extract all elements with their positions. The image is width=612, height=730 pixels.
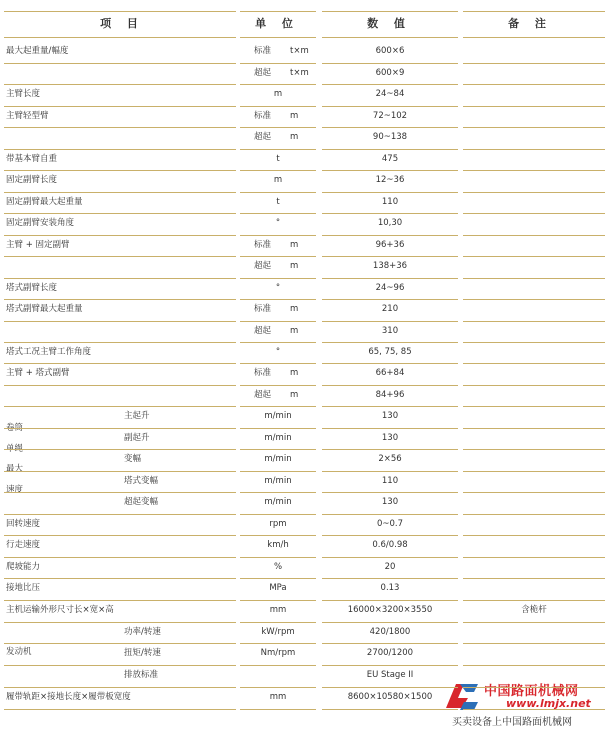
winch-label-2: 单绳 (6, 444, 24, 454)
row-item: 固定副臂安装角度 (6, 218, 75, 228)
row-unit: m (290, 368, 299, 378)
row-divider (463, 11, 605, 12)
row-mode: 标准 (254, 304, 272, 314)
row-divider (463, 278, 605, 279)
row-divider (4, 106, 236, 107)
row-subitem: 塔式变幅 (124, 476, 159, 486)
row-value: 110 (381, 197, 399, 207)
row-divider (463, 622, 605, 623)
row-divider (240, 600, 316, 601)
row-mode: 标准 (254, 111, 272, 121)
row-value: 475 (381, 154, 399, 164)
row-unit: t×m (290, 46, 309, 56)
header-item: 项 目 (100, 17, 144, 30)
row-divider (322, 557, 458, 558)
row-divider (463, 600, 605, 601)
row-divider (463, 578, 605, 579)
row-unit: kW/rpm (261, 627, 295, 637)
winch-label-4: 速度 (6, 485, 24, 495)
row-value: 310 (381, 326, 399, 336)
row-item: 主机运输外形尺寸长×宽×高 (6, 605, 114, 615)
row-divider (463, 170, 605, 171)
watermark-url: www.lmjx.net (506, 697, 591, 710)
row-divider (322, 192, 458, 193)
row-divider (463, 235, 605, 236)
row-divider (4, 643, 236, 644)
row-value: 0~0.7 (376, 519, 404, 529)
row-divider (463, 149, 605, 150)
row-item: 最大起重量/幅度 (6, 46, 69, 56)
row-divider (240, 471, 316, 472)
row-value: 20 (384, 562, 396, 572)
row-item: 塔式副臂长度 (6, 283, 58, 293)
row-unit: t (276, 197, 280, 207)
row-divider (4, 492, 236, 493)
row-value: 24~96 (375, 283, 405, 293)
row-mode: 超起 (254, 132, 272, 142)
row-divider (4, 170, 236, 171)
row-divider (463, 363, 605, 364)
row-divider (4, 622, 236, 623)
row-divider (322, 170, 458, 171)
row-divider (4, 665, 236, 666)
row-subitem: 功率/转速 (124, 627, 161, 637)
row-divider (463, 709, 605, 710)
row-divider (463, 299, 605, 300)
row-subitem: 副起升 (124, 433, 150, 443)
row-divider (240, 492, 316, 493)
row-divider (322, 643, 458, 644)
row-divider (240, 170, 316, 171)
row-divider (463, 84, 605, 85)
row-divider (322, 278, 458, 279)
row-divider (240, 687, 316, 688)
row-divider (463, 687, 605, 688)
row-subitem: 主起升 (124, 411, 150, 421)
row-value: 0.6/0.98 (372, 540, 408, 550)
row-divider (322, 299, 458, 300)
row-divider (240, 37, 316, 38)
row-divider (240, 106, 316, 107)
row-item: 爬坡能力 (6, 562, 41, 572)
row-divider (463, 106, 605, 107)
row-divider (463, 449, 605, 450)
row-unit: mm (269, 692, 287, 702)
row-divider (322, 578, 458, 579)
row-divider (240, 299, 316, 300)
row-divider (463, 37, 605, 38)
row-unit: rpm (269, 519, 287, 529)
row-item: 固定副臂最大起重量 (6, 197, 83, 207)
row-divider (240, 127, 316, 128)
row-value: 130 (381, 411, 399, 421)
row-item: 塔式工况主臂工作角度 (6, 347, 92, 357)
row-value: 600×6 (375, 46, 405, 56)
row-divider (322, 11, 458, 12)
winch-label-3: 最大 (6, 464, 24, 474)
row-divider (463, 428, 605, 429)
row-divider (4, 127, 236, 128)
row-value: 72~102 (372, 111, 408, 121)
row-item: 接地比压 (6, 583, 41, 593)
row-unit: m (290, 111, 299, 121)
row-value: 130 (381, 433, 399, 443)
row-unit: m (290, 390, 299, 400)
row-divider (322, 687, 458, 688)
row-divider (240, 622, 316, 623)
row-divider (322, 406, 458, 407)
row-divider (322, 342, 458, 343)
row-value: 210 (381, 304, 399, 314)
row-value: 2700/1200 (366, 648, 414, 658)
row-unit: m/min (264, 433, 292, 443)
row-unit: m (290, 132, 299, 142)
row-divider (4, 449, 236, 450)
row-divider (322, 149, 458, 150)
row-unit: t (276, 154, 280, 164)
row-item: 塔式副臂最大起重量 (6, 304, 83, 314)
row-subitem: 排放标准 (124, 670, 159, 680)
row-item: 主臂 + 固定副臂 (6, 240, 70, 250)
row-divider (463, 213, 605, 214)
row-mode: 超起 (254, 68, 272, 78)
row-item: 履带轨距×接地长度×履带板宽度 (6, 692, 131, 702)
row-divider (240, 406, 316, 407)
row-divider (463, 492, 605, 493)
row-divider (463, 557, 605, 558)
row-divider (240, 213, 316, 214)
row-item: 固定副臂长度 (6, 175, 58, 185)
row-unit: m (273, 175, 283, 185)
row-divider (240, 342, 316, 343)
row-divider (4, 149, 236, 150)
engine-label: 发动机 (6, 647, 32, 657)
row-divider (4, 278, 236, 279)
row-value: 2×56 (378, 454, 402, 464)
row-divider (463, 321, 605, 322)
row-divider (240, 149, 316, 150)
row-unit: MPa (269, 583, 287, 593)
row-divider (4, 385, 236, 386)
row-divider (322, 37, 458, 38)
row-unit: m (290, 304, 299, 314)
row-unit: m/min (264, 497, 292, 507)
row-divider (463, 665, 605, 666)
row-unit: m (290, 261, 299, 271)
header-value: 数 值 (367, 17, 411, 30)
row-divider (4, 406, 236, 407)
row-value: 16000×3200×3550 (347, 605, 433, 615)
row-item: 带基本臂自重 (6, 154, 58, 164)
row-divider (4, 600, 236, 601)
row-mode: 标准 (254, 368, 272, 378)
row-divider (322, 235, 458, 236)
row-divider (463, 535, 605, 536)
row-divider (463, 643, 605, 644)
row-value: 90~138 (372, 132, 408, 142)
row-divider (4, 37, 236, 38)
row-divider (4, 11, 236, 12)
row-divider (240, 643, 316, 644)
row-value: 66+84 (375, 368, 405, 378)
row-item: 回转速度 (6, 519, 41, 529)
row-divider (4, 342, 236, 343)
row-divider (240, 11, 316, 12)
row-divider (322, 449, 458, 450)
row-value: EU Stage II (366, 670, 414, 680)
row-divider (240, 235, 316, 236)
row-divider (322, 256, 458, 257)
row-divider (322, 127, 458, 128)
row-divider (4, 256, 236, 257)
row-unit: Nm/rpm (260, 648, 296, 658)
row-unit: km/h (267, 540, 289, 550)
row-unit: m (273, 89, 283, 99)
row-divider (4, 514, 236, 515)
row-divider (4, 192, 236, 193)
row-item: 主臂轻型臂 (6, 111, 49, 121)
row-divider (4, 84, 236, 85)
row-divider (322, 385, 458, 386)
row-value: 600×9 (375, 68, 405, 78)
row-value: 65, 75, 85 (368, 347, 412, 357)
row-item: 主臂长度 (6, 89, 41, 99)
row-divider (322, 709, 458, 710)
row-divider (322, 622, 458, 623)
row-divider (240, 557, 316, 558)
row-unit: m/min (264, 411, 292, 421)
row-subitem: 变幅 (124, 454, 142, 464)
row-note: 含桅杆 (521, 605, 547, 615)
row-divider (4, 709, 236, 710)
row-divider (4, 299, 236, 300)
row-mode: 超起 (254, 390, 272, 400)
row-unit: % (273, 562, 283, 572)
row-value: 84+96 (375, 390, 405, 400)
watermark-title: 中国路面机械网 (484, 684, 579, 699)
row-unit: ° (275, 347, 281, 357)
row-unit: m (290, 326, 299, 336)
row-divider (240, 385, 316, 386)
row-divider (322, 63, 458, 64)
row-item: 行走速度 (6, 540, 41, 550)
row-divider (240, 192, 316, 193)
row-mode: 标准 (254, 240, 272, 250)
row-divider (463, 192, 605, 193)
row-divider (463, 256, 605, 257)
row-value: 130 (381, 497, 399, 507)
row-divider (240, 709, 316, 710)
row-divider (240, 321, 316, 322)
winch-label-1: 卷筒 (6, 423, 24, 433)
row-divider (322, 600, 458, 601)
row-unit: m/min (264, 476, 292, 486)
row-subitem: 超起变幅 (124, 497, 159, 507)
row-divider (463, 342, 605, 343)
row-divider (240, 363, 316, 364)
row-divider (322, 213, 458, 214)
header-unit: 单 位 (255, 17, 299, 30)
row-divider (4, 321, 236, 322)
row-divider (4, 471, 236, 472)
row-value: 12~36 (375, 175, 405, 185)
row-divider (240, 535, 316, 536)
row-unit: ° (275, 218, 281, 228)
row-divider (463, 514, 605, 515)
row-divider (240, 578, 316, 579)
row-mode: 超起 (254, 261, 272, 271)
row-subitem: 扭矩/转速 (124, 648, 161, 658)
row-divider (463, 385, 605, 386)
row-divider (4, 213, 236, 214)
row-unit: m/min (264, 454, 292, 464)
row-divider (322, 84, 458, 85)
row-divider (4, 557, 236, 558)
row-divider (463, 127, 605, 128)
row-divider (322, 363, 458, 364)
row-value: 110 (381, 476, 399, 486)
row-divider (4, 535, 236, 536)
row-divider (463, 63, 605, 64)
row-mode: 超起 (254, 326, 272, 336)
row-divider (240, 428, 316, 429)
row-value: 96+36 (375, 240, 405, 250)
row-divider (240, 665, 316, 666)
row-divider (240, 256, 316, 257)
row-unit: m (290, 240, 299, 250)
row-value: 8600×10580×1500 (347, 692, 433, 702)
row-divider (322, 492, 458, 493)
watermark-slogan: 买卖设备上中国路面机械网 (452, 717, 572, 728)
row-value: 10,30 (377, 218, 403, 228)
row-divider (4, 235, 236, 236)
row-divider (4, 687, 236, 688)
row-divider (322, 535, 458, 536)
row-divider (4, 428, 236, 429)
row-item: 主臂 + 塔式副臂 (6, 368, 70, 378)
row-divider (322, 321, 458, 322)
row-value: 0.13 (380, 583, 400, 593)
header-note: 备 注 (508, 17, 552, 30)
row-unit: ° (275, 283, 281, 293)
row-divider (240, 449, 316, 450)
row-divider (240, 278, 316, 279)
row-divider (322, 514, 458, 515)
row-divider (322, 106, 458, 107)
row-value: 420/1800 (369, 627, 411, 637)
row-value: 138+36 (372, 261, 408, 271)
row-mode: 标准 (254, 46, 272, 56)
row-divider (463, 471, 605, 472)
row-divider (322, 428, 458, 429)
row-unit: mm (269, 605, 287, 615)
row-value: 24~84 (375, 89, 405, 99)
row-divider (240, 84, 316, 85)
row-unit: t×m (290, 68, 309, 78)
row-divider (4, 578, 236, 579)
row-divider (463, 406, 605, 407)
row-divider (322, 665, 458, 666)
row-divider (4, 63, 236, 64)
row-divider (240, 63, 316, 64)
row-divider (4, 363, 236, 364)
row-divider (322, 471, 458, 472)
row-divider (240, 514, 316, 515)
